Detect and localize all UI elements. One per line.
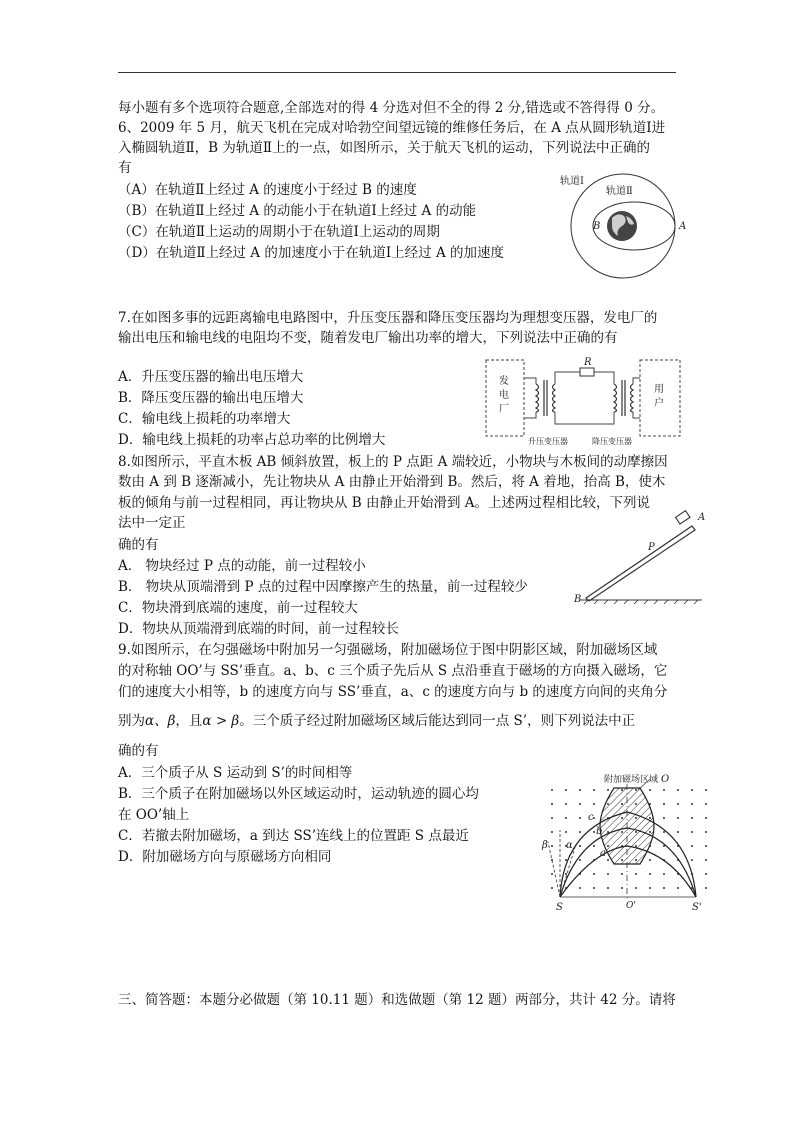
alpha-label: α — [566, 840, 573, 851]
header-rule — [118, 72, 676, 73]
alpha-beta-symbols: α、β — [145, 713, 176, 729]
point-a-label: A — [679, 221, 687, 232]
step-down-label: 降压变压器 — [592, 437, 632, 446]
alpha-gt-beta: α > β — [202, 713, 240, 729]
q6-option-a: （A）在轨道Ⅱ上经过 A 的速度小于经过 B 的速度 — [118, 182, 417, 198]
q8-option-a: A． 物块经过 P 点的动能，前一过程较小 — [118, 558, 366, 574]
q7-circuit-figure — [484, 354, 684, 448]
plant-label-2: 电 — [499, 390, 509, 401]
point-s-prime-label: S' — [692, 902, 702, 912]
beta-label: β — [542, 840, 548, 851]
q9-stem-line2: 的对称轴 OO’与 SS’垂直。a、b、c 三个质子先后从 S 点沿垂直于磁场的方向摄入磁场，它 — [118, 663, 668, 679]
q8-option-d: D．物块从顶端滑到底端的时间，前一过程较长 — [118, 621, 399, 637]
line-resistor — [580, 368, 594, 376]
q6-stem-line1: 6、2009 年 5 月，航天飞机在完成对哈勃空间望远镜的维修任务后，在 A 点从圆形轨道Ⅰ进 — [118, 120, 666, 136]
plant-label-1: 发 — [499, 376, 509, 387]
point-p-label: P — [648, 542, 655, 553]
orbit-1-label: 轨道Ⅰ — [560, 176, 584, 187]
q8-stem-line1: 8.如图所示，平直木板 AB 倾斜放置，板上的 P 点距 A 端较近，小物块与木板间的动摩擦因 — [118, 454, 668, 470]
region-label: 附加磁场区域 — [604, 775, 659, 785]
step-down-secondary-coil — [631, 384, 634, 412]
instruction-line: 每小题有多个选项符合题意,全部选对的得 4 分选对但不全的得 2 分,错选或不答得得 0 分。 — [118, 100, 665, 116]
block-shape — [676, 511, 690, 524]
q9-option-a: A．三个质子从 S 运动到 S’的时间相等 — [118, 765, 353, 781]
q8-option-c: C．物块滑到底端的速度，前一过程较大 — [118, 600, 358, 616]
q9-option-b: B．三个质子在附加磁场以外区域运动时，运动轨迹的圆心均 — [118, 786, 479, 802]
q6-option-c: （C）在轨道Ⅱ上运动的周期小于在轨道Ⅰ上运动的周期 — [118, 224, 440, 240]
trajectory-a-label: a — [600, 848, 606, 859]
q6-option-d: （D）在轨道Ⅱ上经过 A 的加速度小于在轨道Ⅰ上经过 A 的加速度 — [118, 245, 504, 261]
q9-stem-line4 — [118, 711, 635, 731]
q8-incline-figure — [568, 508, 708, 608]
trajectory-c-label: c — [588, 812, 594, 823]
q9-stem-line1: 9.如图所示，在匀强磁场中附加另一匀强磁场，附加磁场位于图中阴影区域，附加磁场区域 — [118, 642, 658, 658]
orbit-2-label: 轨道Ⅱ — [606, 186, 633, 197]
q7-option-d: D．输电线上损耗的功率占总功率的比例增大 — [118, 432, 386, 448]
user-label-1: 用 — [654, 384, 664, 395]
user-label-2: 户 — [654, 398, 664, 409]
q8-stem-line4: 法中一定正 — [118, 515, 186, 531]
q8-option-b: B． 物块从顶端滑到 P 点的过程中因摩擦产生的热量，前一过程较少 — [118, 579, 528, 595]
q9-stem-line3: 们的速度大小相等，b 的速度方向与 SS’垂直，a、c 的速度方向与 b 的速度方向间的夹角分 — [118, 684, 668, 700]
q7-stem-line1: 7.在如图多事的远距离输电电路图中，升压变压器和降压变压器均为理想变压器，发电厂的 — [118, 310, 658, 326]
q7-option-c: C．输电线上损耗的功率增大 — [118, 411, 291, 427]
point-s-label: S — [556, 902, 563, 912]
step-down-primary-coil — [614, 384, 617, 412]
step-up-primary-coil — [536, 384, 539, 412]
q6-stem-line2: 入椭圆轨道Ⅱ，B 为轨道Ⅱ上的一点，如图所示，关于航天飞机的运动，下列说法中正确的 — [118, 140, 651, 156]
q6-orbit-figure — [560, 170, 692, 282]
step-up-label: 升压变压器 — [528, 437, 568, 446]
q9-option-c: C．若撤去附加磁场，a 到达 SS’连线上的位置距 S 点最近 — [118, 828, 469, 844]
trajectory-b-label: b — [596, 826, 603, 837]
q8-stem-line2: 数由 A 到 B 逐渐减小，先让物块从 A 由静止开始滑到 B。然后，将 A 着地，抬高 B，使木 — [118, 474, 666, 490]
point-o-prime-label: O' — [626, 901, 636, 911]
wooden-board — [586, 526, 695, 601]
point-b-label: B — [574, 594, 582, 605]
point-a-label: A — [698, 512, 706, 523]
q7-option-b: B．降压变压器的输出电压增大 — [118, 390, 304, 406]
step-up-secondary-coil — [553, 384, 556, 412]
section3-heading: 三、简答题：本题分必做题（第 10.11 题）和选做题（第 12 题）两部分，共计 42 分。请将 — [118, 992, 676, 1008]
q6-stem-line3: 有 — [118, 160, 132, 176]
resistor-label: R — [584, 357, 592, 368]
q9-line4-part3: 。三个质子经过附加磁场区域后能达到同一点 S’，则下列说法中正 — [239, 713, 636, 729]
q8-stem-line5: 确的有 — [118, 537, 159, 553]
q7-option-a: A．升压变压器的输出电压增大 — [118, 369, 304, 385]
point-o-label: O — [661, 774, 670, 785]
q6-option-b: （B）在轨道Ⅱ上经过 A 的动能小于在轨道Ⅰ上经过 A 的动能 — [118, 203, 477, 219]
plant-label-3: 厂 — [499, 404, 509, 415]
q9-stem-line5: 确的有 — [118, 743, 159, 759]
q9-option-d: D．附加磁场方向与原磁场方向相同 — [118, 849, 332, 865]
point-b-label: B — [593, 221, 601, 232]
q7-stem-line2: 输出电压和输电线的电阻均不变，随着发电厂输出功率的增大，下列说法中正确的有 — [118, 330, 618, 346]
q9-option-b-cont: 在 OO’轴上 — [118, 807, 190, 823]
q9-magnetic-figure — [538, 770, 714, 912]
q9-line4-part2: ，且 — [175, 713, 203, 729]
q9-line4-part1: 别为 — [118, 713, 145, 729]
q8-stem-line3: 板的倾角与前一过程相同，再让物块从 B 由静止开始滑到 A。上述两过程相比较，下列说 — [118, 495, 651, 511]
